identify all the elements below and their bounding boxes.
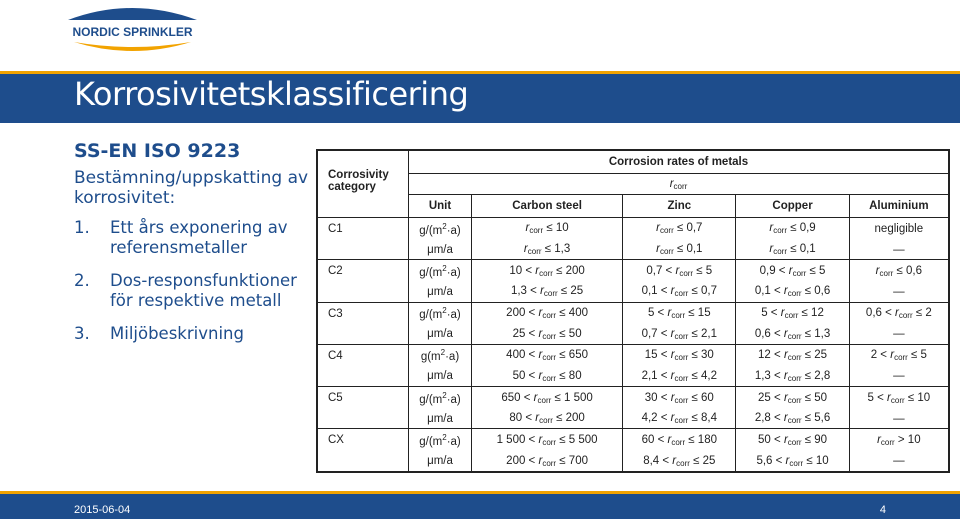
- rate-cell: $5 < r_{corr} \le 12$: [736, 302, 849, 324]
- rate-cell: —: [849, 325, 949, 345]
- unit-cell: μm/a: [409, 409, 472, 429]
- unit-cell: $g(m^2\cdot a)$: [409, 344, 472, 366]
- table-row: [317, 451, 949, 472]
- rate-cell: $15 < r_{corr} \le 30$: [623, 344, 736, 366]
- rate-cell: $60 < r_{corr} \le 180$: [623, 429, 736, 451]
- category-cell: C3: [317, 302, 409, 324]
- table-row: [317, 302, 949, 324]
- rate-cell: $0,7 < r_{corr} \le 2,1$: [623, 325, 736, 345]
- rate-cell: $50 < r_{corr} \le 90$: [736, 429, 849, 451]
- rate-cell: $12 < r_{corr} \le 25$: [736, 344, 849, 366]
- rate-cell: $0,7 < r_{corr} \le 5$: [623, 260, 736, 282]
- rate-cell: $2,8 < r_{corr} \le 5,6$: [736, 409, 849, 429]
- rate-cell: negligible: [849, 218, 949, 240]
- method-item-number: 3.: [74, 324, 90, 343]
- unit-cell: $g/(m^2\cdot a)$: [409, 387, 472, 409]
- corrosion-rates-table: [316, 149, 950, 473]
- logo-arc-bottom: [74, 42, 191, 51]
- unit-cell: $g/(m^2\cdot a)$: [409, 429, 472, 451]
- rate-cell: —: [849, 240, 949, 260]
- rate-cell: $0,1 < r_{corr} \le 0,6$: [736, 282, 849, 302]
- category-cell: [317, 451, 409, 472]
- method-list: [74, 218, 314, 344]
- table-header-row: [317, 174, 949, 195]
- table-row: [317, 325, 949, 345]
- rate-cell: $1,3 < r_{corr} \le 25$: [472, 282, 623, 302]
- rate-cell: $5 < r_{corr} \le 10$: [849, 387, 949, 409]
- category-cell: [317, 409, 409, 429]
- table-row: [317, 387, 949, 409]
- logo-arc-top: [68, 8, 197, 20]
- table-row: [317, 367, 949, 387]
- rate-cell: $1,3 < r_{corr} \le 2,8$: [736, 367, 849, 387]
- method-item: [74, 218, 314, 258]
- rate-cell: $r_{corr} \le 0,7$: [623, 218, 736, 240]
- table-row: [317, 260, 949, 282]
- unit-cell: $g/(m^2\cdot a)$: [409, 218, 472, 240]
- category-cell: [317, 240, 409, 260]
- intro-text: Bestämning/uppskatting av korrosivitet:: [74, 168, 309, 208]
- rate-cell: $4,2 < r_{corr} \le 8,4$: [623, 409, 736, 429]
- table-row: [317, 409, 949, 429]
- rate-cell: $200 < r_{corr} \le 400$: [472, 302, 623, 324]
- table-row: [317, 218, 949, 240]
- table-row: [317, 282, 949, 302]
- footer-date: 2015-06-04: [74, 504, 131, 516]
- rate-cell: $r_{corr} > 10$: [849, 429, 949, 451]
- rate-cell: $10 < r_{corr} \le 200$: [472, 260, 623, 282]
- table-header-row: [317, 150, 949, 174]
- method-item-number: 1.: [74, 218, 90, 237]
- unit-cell: μm/a: [409, 367, 472, 387]
- column-header: Unit: [409, 195, 472, 218]
- rate-cell: —: [849, 451, 949, 472]
- rate-cell: $30 < r_{corr} \le 60$: [623, 387, 736, 409]
- unit-cell: $g/(m^2\cdot a)$: [409, 302, 472, 324]
- table-row: [317, 429, 949, 451]
- rate-cell: 1 $500 < r_{corr} \le 5$ 500: [472, 429, 623, 451]
- rate-cell: $5,6 < r_{corr} \le 10$: [736, 451, 849, 472]
- rate-cell: —: [849, 282, 949, 302]
- page-title: Korrosivitetsklassificering: [74, 75, 469, 113]
- nordic-sprinkler-logo: [60, 2, 205, 54]
- category-cell: C5: [317, 387, 409, 409]
- footer-band: [0, 491, 960, 519]
- method-item-text: Dos-responsfunktioner för respektive metall: [110, 271, 297, 310]
- rate-cell: $80 < r_{corr} \le 200$: [472, 409, 623, 429]
- column-header: Zinc: [623, 195, 736, 218]
- rate-cell: $200 < r_{corr} \le 700$: [472, 451, 623, 472]
- rate-cell: $0,6 < r_{corr} \le 2$: [849, 302, 949, 324]
- rate-cell: $r_{corr} \le 0,1$: [623, 240, 736, 260]
- table-row: [317, 240, 949, 260]
- category-cell: [317, 367, 409, 387]
- method-item: [74, 271, 314, 311]
- rate-cell: $25 < r_{corr} \le 50$: [472, 325, 623, 345]
- column-header: Carbon steel: [472, 195, 623, 218]
- category-cell: C1: [317, 218, 409, 240]
- category-cell: C2: [317, 260, 409, 282]
- corrosion-rates-header: Corrosion rates of metals: [409, 150, 950, 174]
- unit-cell: μm/a: [409, 451, 472, 472]
- column-header: Copper: [736, 195, 849, 218]
- rate-cell: $8,4 < r_{corr} \le 25$: [623, 451, 736, 472]
- rate-cell: $50 < r_{corr} \le 80$: [472, 367, 623, 387]
- category-cell: CX: [317, 429, 409, 451]
- rate-cell: $r_{corr} \le 0,6$: [849, 260, 949, 282]
- title-band: [0, 71, 960, 123]
- rate-cell: $r_{corr} \le 10$: [472, 218, 623, 240]
- rate-cell: —: [849, 367, 949, 387]
- rate-cell: $0,1 < r_{corr} \le 0,7$: [623, 282, 736, 302]
- method-item-text: Miljöbeskrivning: [110, 324, 244, 343]
- rate-cell: $r_{corr} \le 1,3$: [472, 240, 623, 260]
- unit-cell: μm/a: [409, 282, 472, 302]
- method-item-number: 2.: [74, 271, 90, 290]
- unit-cell: $g/(m^2\cdot a)$: [409, 260, 472, 282]
- category-cell: C4: [317, 344, 409, 366]
- rate-cell: —: [849, 409, 949, 429]
- corrosivity-category-header: Corrosivity category: [317, 150, 409, 218]
- table-header-row: [317, 195, 949, 218]
- rate-cell: $r_{corr} \le 0,1$: [736, 240, 849, 260]
- method-item-text: Ett års exponering av referensmetaller: [110, 218, 288, 257]
- rate-cell: $0,6 < r_{corr} \le 1,3$: [736, 325, 849, 345]
- rate-cell: $r_{corr} \le 0,9$: [736, 218, 849, 240]
- page-number: 4: [879, 504, 886, 516]
- rate-cell: $650 < r_{corr} \le 1$ 500: [472, 387, 623, 409]
- unit-cell: μm/a: [409, 240, 472, 260]
- rate-cell: $2,1 < r_{corr} \le 4,2$: [623, 367, 736, 387]
- standard-label: SS-EN ISO 9223: [74, 140, 241, 162]
- rate-cell: $25 < r_{corr} \le 50$: [736, 387, 849, 409]
- column-header: Aluminium: [849, 195, 949, 218]
- logo-text: NORDIC SPRINKLER: [72, 25, 193, 39]
- method-item: [74, 324, 314, 344]
- rate-cell: $2 < r_{corr} \le 5$: [849, 344, 949, 366]
- category-cell: [317, 282, 409, 302]
- left-panel: [74, 140, 314, 357]
- unit-cell: μm/a: [409, 325, 472, 345]
- rate-cell: $5 < r_{corr} \le 15$: [623, 302, 736, 324]
- rcorr-header: $r_{corr}$: [409, 174, 950, 195]
- rate-cell: $0,9 < r_{corr} \le 5$: [736, 260, 849, 282]
- rate-cell: $400 < r_{corr} \le 650$: [472, 344, 623, 366]
- category-cell: [317, 325, 409, 345]
- table-row: [317, 344, 949, 366]
